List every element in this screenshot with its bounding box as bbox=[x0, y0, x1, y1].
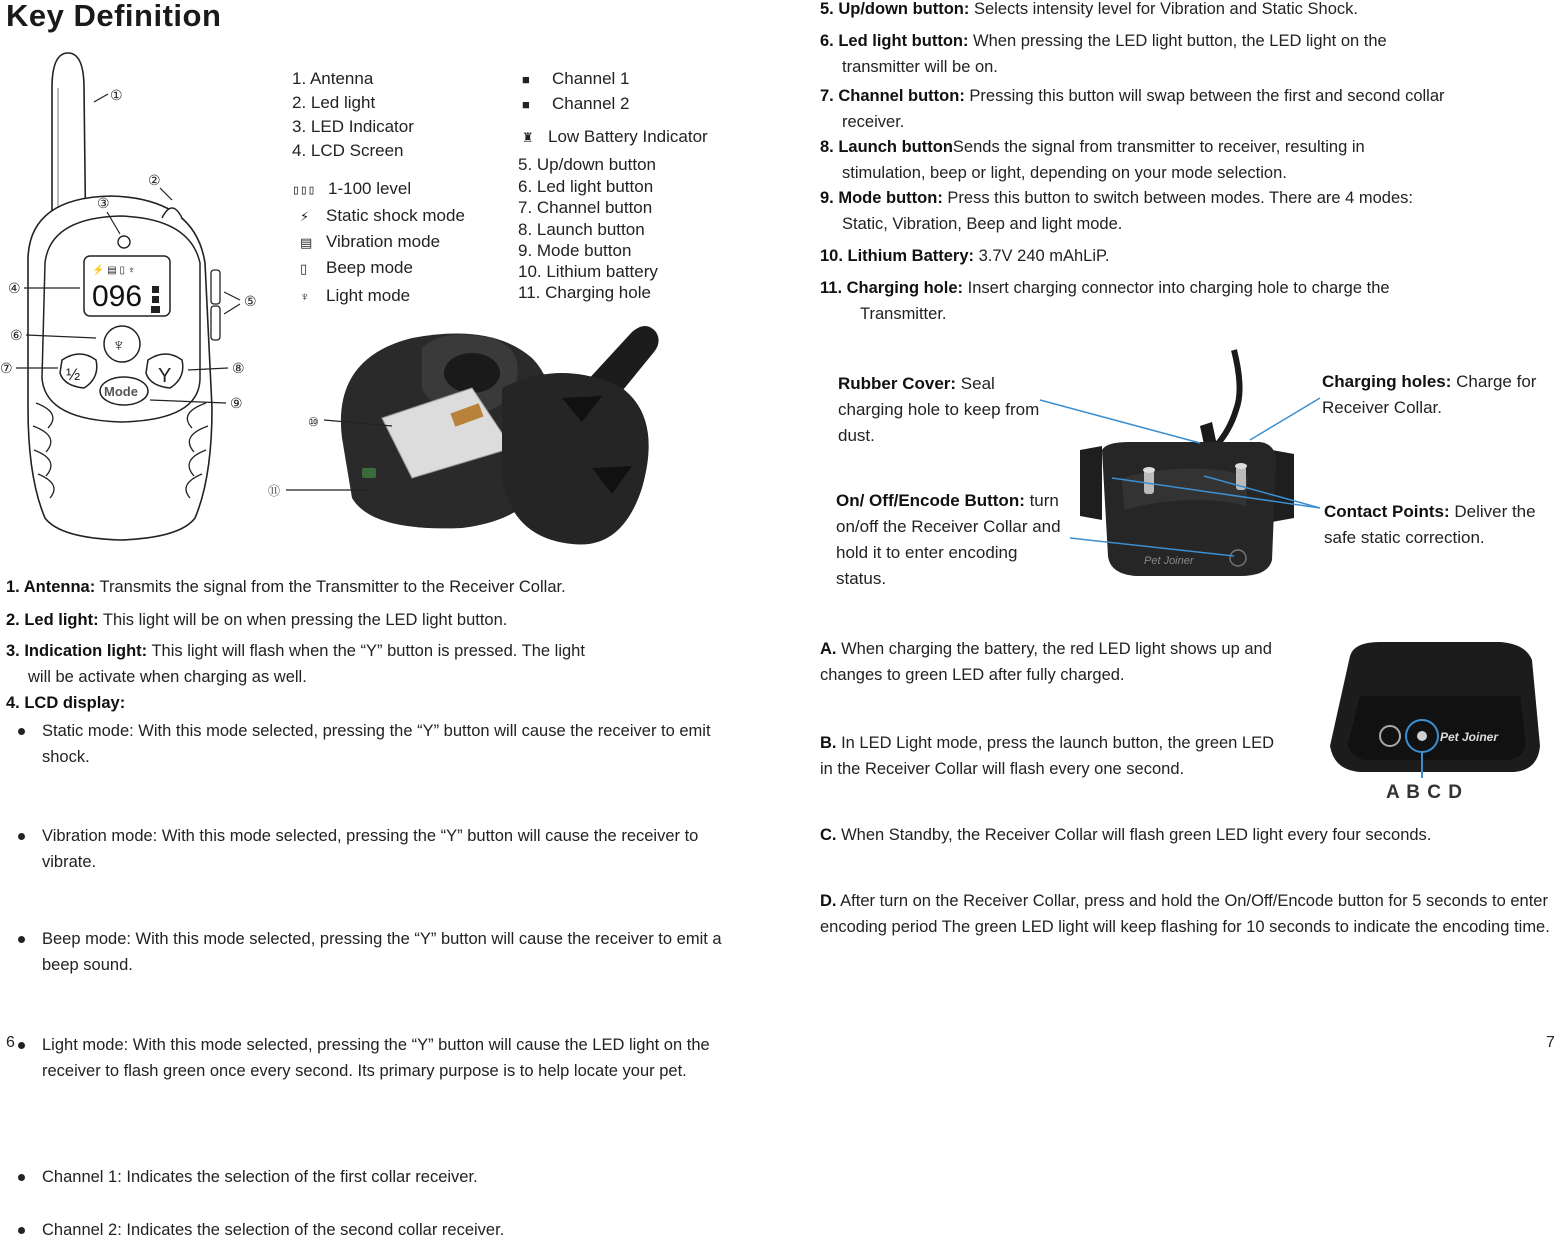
launch-glyph: Y bbox=[158, 365, 172, 387]
svg-text:④: ④ bbox=[8, 280, 21, 296]
remote-diagram bbox=[0, 48, 270, 548]
label-led-button: 6. Led light button bbox=[518, 177, 654, 196]
transmitter-back-photo bbox=[262, 318, 682, 550]
page-number-right: 7 bbox=[1546, 1034, 1555, 1051]
legend-vibration: ▤ Vibration mode bbox=[300, 232, 441, 251]
collar-front-photo bbox=[1320, 636, 1550, 806]
svg-text:⑧: ⑧ bbox=[232, 360, 245, 376]
desc-antenna: 1. Antenna: Transmits the signal from the Transmitter to the Receiver Collar. bbox=[6, 578, 566, 596]
label-mode-button: 9. Mode button bbox=[518, 241, 632, 260]
note-c: C. When Standby, the Receiver Collar will flash green LED light every four seconds. bbox=[820, 826, 1432, 844]
bullet-channel-1: Channel 1: Indicates the selection of the first collar receiver. bbox=[6, 1164, 748, 1190]
bullet-static: Static mode: With this mode selected, pressing the “Y” button will cause the receiver to emit shock. bbox=[6, 718, 748, 770]
svg-text:⑤: ⑤ bbox=[244, 293, 257, 309]
legend-static: ⚡ Static shock mode bbox=[300, 206, 465, 225]
desc-led-light: 2. Led light: This light will be on when pressing the LED light button. bbox=[6, 611, 508, 629]
svg-text:♆: ♆ bbox=[112, 335, 126, 355]
legend-beep: ▯ Beep mode bbox=[300, 258, 413, 277]
bullet-channel-2: Channel 2: Indicates the selection of the second collar receiver. bbox=[6, 1217, 748, 1243]
beep-icon: ▯ bbox=[300, 261, 308, 276]
bullet-light: Light mode: With this mode selected, pressing the “Y” button will cause the LED light on the receiver to flash green once every second. Its primary purpose is to help locate your pet. bbox=[6, 1032, 752, 1084]
svg-text:⑥: ⑥ bbox=[10, 327, 23, 343]
bulb-icon: ♆ bbox=[300, 289, 310, 304]
lcd-value: 096 bbox=[92, 280, 143, 313]
note-b: B. In LED Light mode, press the launch button, the green LED in the Receiver Collar will flash every one second. bbox=[820, 734, 1275, 778]
desc-charging-hole: 11. Charging hole: Insert charging connector into charging hole to charge the Transmitter. bbox=[820, 279, 1390, 323]
label-channel-button: 7. Channel button bbox=[518, 198, 653, 217]
desc-mode-button: 9. Mode button: Press this button to switch between modes. There are 4 modes: Static, Vibration, Beep and light mode. bbox=[820, 189, 1413, 233]
note-d: D. After turn on the Receiver Collar, press and hold the On/Off/Encode button for 5 seconds to enter encoding period The green LED light will keep flashing for 10 seconds to indicate the encoding time. bbox=[820, 892, 1550, 936]
desc-lcd-display: 4. LCD display: bbox=[6, 694, 126, 712]
level-icon: ▯▯▯ bbox=[292, 183, 316, 198]
collar-front-brand: Pet Joiner bbox=[1440, 730, 1499, 744]
legend-low-battery: ♜ Low Battery Indicator bbox=[522, 127, 708, 146]
legend-channel-2: ■ Channel 2 bbox=[522, 94, 630, 113]
label-lithium-battery: 10. Lithium battery bbox=[518, 262, 658, 281]
callout-onoff-button: On/ Off/Encode Button: turn on/off the Receiver Collar and hold it to enter encoding status. bbox=[836, 491, 1061, 588]
channel-2-icon: ■ bbox=[522, 97, 530, 112]
bullet-beep: Beep mode: With this mode selected, pressing the “Y” button will cause the receiver to emit a beep sound. bbox=[6, 926, 748, 978]
svg-text:⑩: ⑩ bbox=[308, 415, 319, 429]
legend-light: ♆ Light mode bbox=[300, 286, 411, 305]
svg-text:⑨: ⑨ bbox=[230, 395, 243, 411]
mode-glyph: Mode bbox=[104, 384, 138, 399]
desc-launch-button: 8. Launch buttonSends the signal from transmitter to receiver, resulting in stimulation, beep or light, depending on your mode selection. bbox=[820, 138, 1365, 182]
lightning-icon: ⚡ bbox=[300, 209, 310, 224]
label-up-down: 5. Up/down button bbox=[518, 155, 656, 174]
legend-level: ▯▯▯ 1-100 level bbox=[292, 178, 411, 201]
desc-channel-button: 7. Channel button: Pressing this button will swap between the first and second collar receiver. bbox=[820, 87, 1445, 131]
label-antenna: 1. Antenna bbox=[292, 69, 374, 88]
bullet-vibration: Vibration mode: With this mode selected, pressing the “Y” button will cause the receiver to vibrate. bbox=[6, 823, 748, 875]
battery-icon: ♜ bbox=[522, 130, 534, 145]
label-charging-hole: 11. Charging hole bbox=[518, 283, 651, 302]
svg-text:③: ③ bbox=[97, 195, 110, 211]
abcd-label: A B C D bbox=[1386, 782, 1464, 803]
channel-1-icon: ■ bbox=[522, 72, 530, 87]
page-title: Key Definition bbox=[6, 0, 222, 33]
note-a: A. When charging the battery, the red LED light shows up and changes to green LED after fully charged. bbox=[820, 640, 1272, 684]
desc-led-button: 6. Led light button: When pressing the LED light button, the LED light on the transmitter will be on. bbox=[820, 32, 1387, 76]
channel-glyph: ½ bbox=[66, 365, 81, 384]
svg-text:②: ② bbox=[148, 172, 161, 188]
collar-callout-lines bbox=[1030, 380, 1330, 580]
desc-indication-light: 3. Indication light: This light will flash when the “Y” button is pressed. The light will be activate when charging as well. bbox=[6, 642, 585, 686]
svg-text:⚡ ▤ ▯ ♆: ⚡ ▤ ▯ ♆ bbox=[92, 265, 136, 276]
label-led-indicator: 3. LED Indicator bbox=[292, 117, 414, 136]
label-launch-button: 8. Launch button bbox=[518, 220, 645, 239]
legend-channel-1: ■ Channel 1 bbox=[522, 69, 630, 88]
callout-contact-points: Contact Points: Deliver the safe static correction. bbox=[1324, 502, 1536, 547]
desc-lithium-battery: 10. Lithium Battery: 3.7V 240 mAhLiP. bbox=[820, 247, 1110, 265]
svg-text:⑦: ⑦ bbox=[0, 360, 13, 376]
callout-charging-holes: Charging holes: Charge for Receiver Collar. bbox=[1322, 372, 1537, 417]
desc-up-down: 5. Up/down button: Selects intensity level for Vibration and Static Shock. bbox=[820, 0, 1358, 18]
label-led-light: 2. Led light bbox=[292, 93, 376, 112]
label-lcd-screen: 4. LCD Screen bbox=[292, 141, 404, 160]
svg-text:⑪: ⑪ bbox=[268, 484, 281, 498]
svg-text:①: ① bbox=[110, 87, 123, 103]
collar-brand: Pet Joiner bbox=[1144, 555, 1194, 567]
page-number-left: 6 bbox=[6, 1034, 15, 1051]
vibration-icon: ▤ bbox=[300, 235, 313, 250]
callout-rubber-cover: Rubber Cover: Seal charging hole to keep from dust. bbox=[838, 374, 1040, 445]
